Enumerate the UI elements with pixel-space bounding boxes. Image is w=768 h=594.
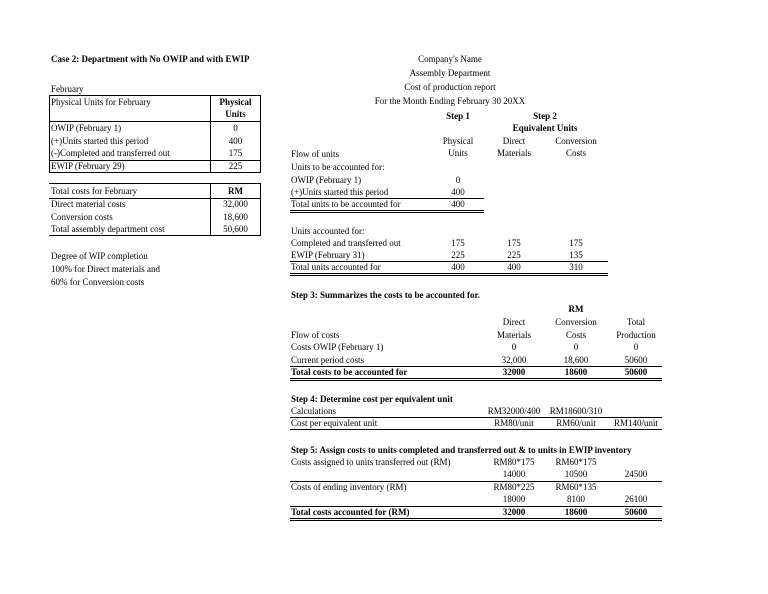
- accounted-total-dm: 400: [507, 262, 521, 272]
- step4-calc-dm: RM32000/400: [487, 406, 541, 416]
- flow-label: (+)Units started this period: [291, 187, 389, 197]
- step4-cpu-dm: RM80/unit: [494, 418, 534, 428]
- step4-cpu-cc: RM60/unit: [556, 418, 596, 428]
- accounted-pu: 225: [451, 250, 465, 260]
- step3-total-cc: 18600: [564, 367, 588, 377]
- step3-title: Step 3: Summarizes the costs to be accounted for.: [291, 290, 480, 300]
- step3-row-dm: 32,000: [501, 355, 527, 365]
- accounted-cc: 175: [569, 238, 583, 248]
- step3-col-dm: Direct: [502, 317, 526, 327]
- col-physical: Units: [448, 148, 468, 158]
- flow-value: 400: [451, 187, 465, 197]
- accounted-label: Completed and transferred out: [291, 238, 401, 248]
- accounted-dm: 175: [507, 238, 521, 248]
- step3-col-dm: Materials: [497, 330, 531, 340]
- step5-r2-tp: 26100: [624, 494, 648, 504]
- step5-r1-cc: 10500: [564, 469, 588, 479]
- step3-rm: RM: [568, 304, 584, 314]
- step3-col-cc: Conversion: [555, 317, 597, 327]
- step5-r2-dm: 18000: [502, 494, 526, 504]
- accounted-pu: 175: [451, 238, 465, 248]
- equivalent-units-label: Equivalent Units: [512, 123, 578, 133]
- step4-cpu-tp: RM140/unit: [613, 418, 658, 428]
- costs-row-label: Conversion costs: [51, 212, 113, 222]
- units-row-value: 175: [228, 148, 243, 158]
- units-row-value: 0: [233, 123, 238, 133]
- accounted-label: Units accounted for:: [291, 226, 365, 236]
- step3-total-label: Total costs to be accounted for: [291, 367, 408, 377]
- flow-total-value: 400: [451, 199, 465, 209]
- units-header-2: Units: [225, 109, 246, 119]
- costs-row-value: 32,000: [223, 199, 248, 209]
- costs-table-title: Total costs for February: [51, 186, 138, 196]
- costs-row-value: 18,600: [223, 212, 248, 222]
- step5-r1-tp: 24500: [624, 469, 648, 479]
- step1-label: Step 1: [446, 111, 470, 121]
- flow-total-label: Total units to be accounted for: [291, 199, 401, 209]
- step4-title: Step 4: Determine cost per equivalent unit: [291, 394, 453, 404]
- step5-total-label: Total costs accounted for (RM): [291, 507, 410, 517]
- col-conversion-costs: Conversion: [555, 136, 597, 146]
- step3-col-tp: Total: [626, 317, 646, 327]
- step3-row-tp: 0: [633, 342, 639, 352]
- col-conversion-costs: Costs: [565, 148, 586, 158]
- step5-r2-dm-calc: RM80*225: [493, 482, 535, 492]
- col-physical: Physical: [442, 136, 474, 146]
- step5-r2-label: Costs of ending inventory (RM): [291, 482, 407, 492]
- col-direct-materials: Direct: [502, 136, 526, 146]
- report-company: Company's Name: [418, 54, 482, 64]
- accounted-total-cc: 310: [569, 262, 583, 272]
- note-line: Degree of WIP completion: [51, 251, 148, 261]
- step5-total-dm: 32000: [502, 507, 526, 517]
- step5-title: Step 5: Assign costs to units completed and transferred out & to units in EWIP inventory: [291, 445, 632, 455]
- costs-row-value: 50,600: [223, 224, 248, 234]
- costs-row-label: Direct material costs: [51, 199, 126, 209]
- report-department: Assembly Department: [409, 68, 491, 78]
- step5-total-tp: 50600: [624, 507, 648, 517]
- accounted-dm: 225: [507, 250, 521, 260]
- step2-label: Step 2: [533, 111, 557, 121]
- units-row-label: (-)Completed and transferred out: [51, 148, 170, 158]
- units-header-1: Physical: [219, 97, 252, 107]
- costs-header: RM: [228, 186, 243, 196]
- case-title: Case 2: Department with No OWIP and with EWIP: [51, 54, 250, 64]
- units-row-label: EWIP (February 29): [51, 161, 125, 171]
- step5-r1-dm: 14000: [502, 469, 526, 479]
- step5-r1-dm-calc: RM80*175: [493, 457, 535, 467]
- step5-r1-label: Costs assigned to units transferred out (RM): [291, 457, 451, 467]
- units-table-title: Physical Units for February: [51, 97, 151, 107]
- step3-row-label: Current period costs: [291, 355, 364, 365]
- units-row-value: 400: [228, 136, 243, 146]
- units-caption: February: [51, 84, 84, 94]
- step3-row-label: Costs OWIP (February 1): [291, 342, 384, 352]
- step3-row-cc: 18,600: [563, 355, 589, 365]
- step3-col-tp: Production: [616, 330, 656, 340]
- col-direct-materials: Materials: [497, 148, 531, 158]
- costs-row-label: Total assembly department cost: [51, 224, 165, 234]
- report-title: Cost of production report: [404, 82, 496, 92]
- note-line: 60% for Conversion costs: [51, 277, 145, 287]
- step3-total-tp: 50600: [624, 367, 648, 377]
- units-row-label: (+)Units started this period: [51, 136, 149, 146]
- units-row-label: OWIP (February 1): [51, 123, 122, 133]
- step5-r2-cc: 8100: [567, 494, 585, 504]
- step3-row-label: Flow of costs: [291, 330, 340, 340]
- step3-total-dm: 32000: [502, 367, 526, 377]
- flow-label: Flow of units: [291, 149, 340, 159]
- accounted-label: EWIP (February 31): [291, 250, 365, 260]
- step4-cpu-label: Cost per equivalent unit: [291, 418, 378, 428]
- step3-row-dm: 0: [511, 342, 517, 352]
- accounted-total-pu: 400: [451, 262, 465, 272]
- accounted-cc: 135: [569, 250, 583, 260]
- flow-label: Units to be accounted for:: [291, 162, 385, 172]
- step3-row-cc: 0: [573, 342, 579, 352]
- step5-total-cc: 18600: [564, 507, 588, 517]
- report-period: For the Month Ending February 30 20XX: [374, 96, 526, 106]
- note-line: 100% for Direct materials and: [51, 264, 160, 274]
- accounted-total-label: Total units accounted for: [291, 262, 381, 272]
- flow-label: OWIP (February 1): [291, 175, 362, 185]
- step3-row-tp: 50600: [624, 355, 648, 365]
- step5-r2-cc-calc: RM60*135: [555, 482, 597, 492]
- units-row-value: 225: [228, 161, 243, 171]
- step3-col-cc: Costs: [565, 330, 586, 340]
- step5-r1-cc-calc: RM60*175: [555, 457, 597, 467]
- step4-calc-label: Calculations: [291, 406, 336, 416]
- step4-calc-cc: RM18600/310: [549, 406, 603, 416]
- flow-value: 0: [455, 175, 461, 185]
